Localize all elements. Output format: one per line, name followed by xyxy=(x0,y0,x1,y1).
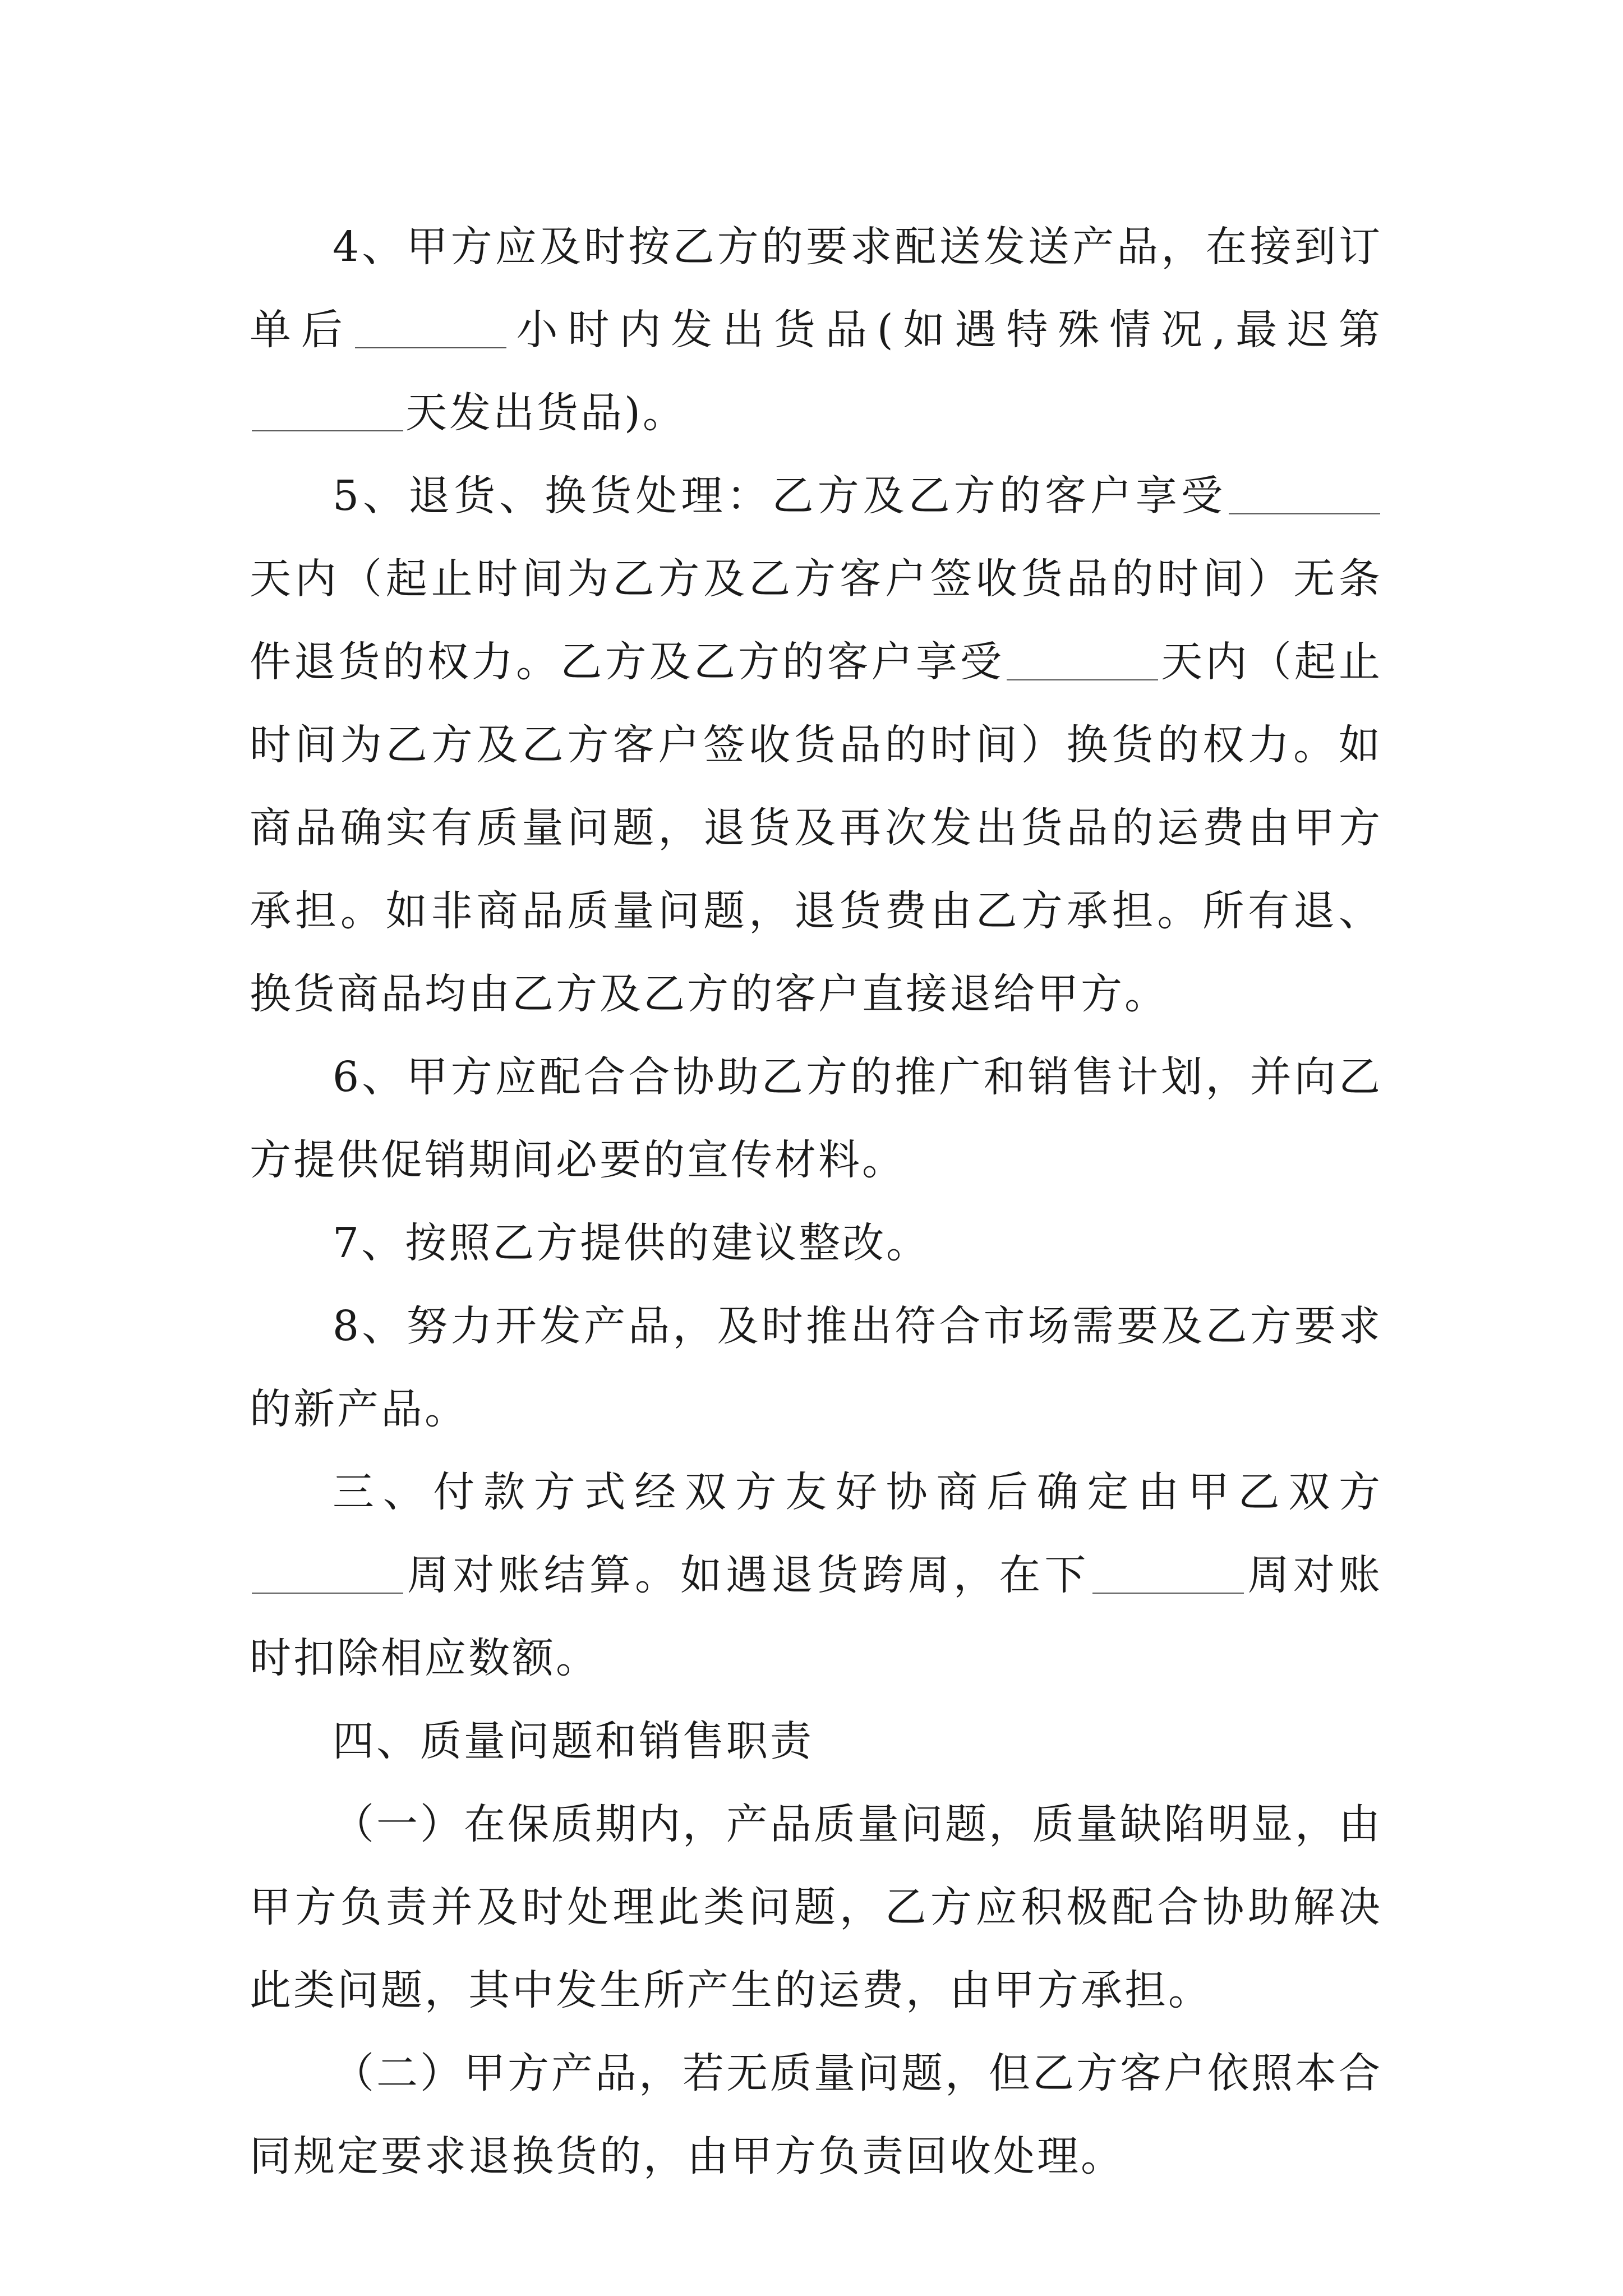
clause-7-text: 7、按照乙方提供的建议整改。 xyxy=(333,1219,930,1267)
section-3-text-1: 三、付款方式经双方友好协商后确定由甲乙双方 xyxy=(333,1468,1382,1516)
clause-6 xyxy=(250,1036,1382,1202)
clause-6-text: 6、甲方应配合合协助乙方的推广和销售计划，并向乙方提供促销期间必要的宣传材料。 xyxy=(250,1053,1382,1184)
clause-8 xyxy=(250,1285,1382,1451)
clause-5-text-2: 天内（起止时间为乙方及乙方客户签收货品的时间）无条件退货的权力。乙方及乙方的客户享受 xyxy=(250,555,1382,686)
fill-blank xyxy=(1092,1593,1244,1594)
document-body xyxy=(250,205,1382,2198)
fill-blank xyxy=(1007,679,1158,680)
clause-8-text: 8、努力开发产品，及时推出符合市场需要及乙方要求的新产品。 xyxy=(250,1302,1382,1433)
fill-blank xyxy=(252,430,403,431)
section-3-payment xyxy=(250,1451,1382,1700)
clause-5 xyxy=(250,454,1382,1036)
clause-4 xyxy=(250,205,1382,454)
section-3-text-3: 周对账时扣除相应数额。 xyxy=(250,1551,1383,1682)
clause-4-text-2: 小时内发出货品(如遇特殊情况,最迟第 xyxy=(508,306,1383,354)
section-4-item-1-text: （一）在保质期内，产品质量问题，质量缺陷明显，由甲方负责并及时处理此类问题，乙方应积极配合协助解决此类问题，其中发生所产生的运费，由甲方承担。 xyxy=(250,1800,1382,2014)
clause-5-text-1: 5、退货、换货处理：乙方及乙方的客户享受 xyxy=(333,472,1227,520)
clause-5-text-3: 天内（起止时间为乙方及乙方客户签收货品的时间）换货的权力。如商品确实有质量问题，退货及再次发出货品的运费由甲方承担。如非商品质量问题，退货费由乙方承担。所有退、换货商品均由乙方及乙方的客户直接退给甲方。 xyxy=(250,638,1383,1018)
fill-blank xyxy=(252,1593,403,1594)
section-4-item-2-text: （二）甲方产品，若无质量问题，但乙方客户依照本合同规定要求退换货的，由甲方负责回收处理。 xyxy=(250,2049,1382,2180)
section-4-heading xyxy=(250,1700,1382,1783)
section-4-item-1 xyxy=(250,1783,1382,2032)
clause-4-text-1: 4、甲方应及时按乙方的要求配送发送产品，在接到订单后 xyxy=(250,223,1382,354)
clause-4-text-3: 天发出货品)。 xyxy=(405,389,686,437)
fill-blank xyxy=(355,347,506,348)
section-3-text-2: 周对账结算。如遇退货跨周，在下 xyxy=(405,1551,1090,1599)
clause-7 xyxy=(250,1202,1382,1285)
fill-blank xyxy=(1229,513,1380,514)
section-4-title: 四、质量问题和销售职责 xyxy=(333,1717,814,1765)
section-4-item-2 xyxy=(250,2032,1382,2198)
